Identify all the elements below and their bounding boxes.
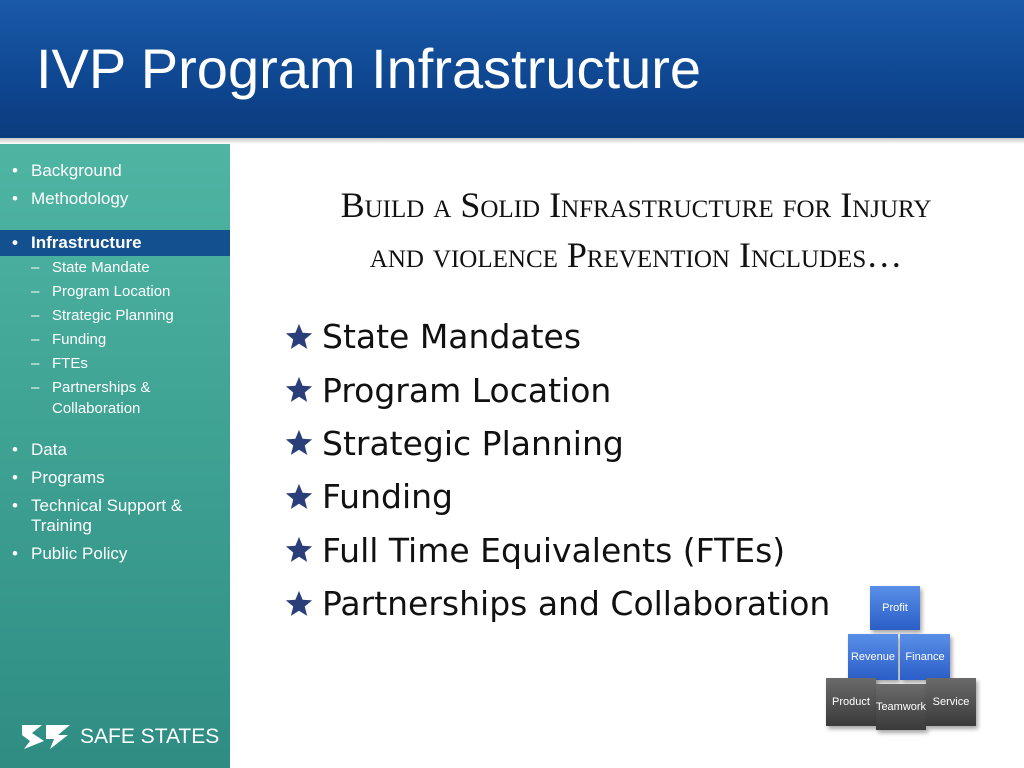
sidebar-subitem-strategic-planning[interactable]: – Strategic Planning	[0, 304, 230, 328]
sidebar-item-data[interactable]: • Data	[0, 437, 230, 465]
slide-subtitle	[262, 180, 1010, 280]
sidebar-item-technical-support[interactable]: • Technical Support & Training	[0, 493, 230, 541]
slide-title: IVP Program Infrastructure	[36, 37, 701, 100]
bullet-text: Strategic Planning	[322, 423, 624, 463]
sidebar-gap	[0, 421, 230, 437]
block-teamwork: Teamwork	[876, 684, 926, 730]
sidebar-subitem-partnerships[interactable]: – Partnerships & Collaboration	[0, 376, 230, 421]
list-item	[284, 363, 830, 416]
block-service: Service	[926, 678, 976, 726]
safe-states-mark-icon	[20, 722, 72, 752]
subtitle-line-2: and violence Prevention Includes…	[369, 235, 903, 275]
bullet-text: Program Location	[322, 370, 612, 410]
star-icon	[284, 589, 314, 619]
sidebar-item-infrastructure[interactable]: • Infrastructure	[0, 230, 230, 256]
list-item	[284, 577, 830, 630]
star-icon	[284, 535, 314, 565]
list-item	[284, 524, 830, 577]
block-finance: Finance	[900, 634, 950, 680]
business-blocks-image	[822, 578, 987, 738]
sidebar-item-public-policy[interactable]: • Public Policy	[0, 541, 230, 569]
list-item	[284, 417, 830, 470]
star-icon	[284, 375, 314, 405]
sidebar-nav	[0, 158, 230, 569]
bullet-text: Full Time Equivalents (FTEs)	[322, 530, 786, 570]
sidebar-item-methodology[interactable]: • Methodology	[0, 186, 230, 214]
sidebar-item-programs[interactable]: • Programs	[0, 465, 230, 493]
logo-text: SAFE STATES	[80, 725, 220, 748]
star-icon	[284, 322, 314, 352]
block-profit: Profit	[870, 586, 920, 630]
bullet-text: State Mandates	[322, 317, 582, 357]
block-revenue: Revenue	[848, 634, 898, 680]
safe-states-logo	[20, 722, 219, 752]
sidebar-subitem-ftes[interactable]: – FTEs	[0, 352, 230, 376]
bullet-text: Partnerships and Collaboration	[322, 584, 831, 624]
bullet-text: Funding	[322, 477, 453, 517]
bullet-list	[284, 310, 830, 630]
block-product: Product	[826, 678, 876, 726]
star-icon	[284, 482, 314, 512]
star-icon	[284, 428, 314, 458]
list-item	[284, 470, 830, 523]
sidebar-subitem-funding[interactable]: – Funding	[0, 328, 230, 352]
sidebar-item-background[interactable]: • Background	[0, 158, 230, 186]
subtitle-line-1: Build a Solid Infrastructure for Injury	[340, 185, 932, 225]
sidebar	[0, 144, 230, 768]
sidebar-subitem-state-mandate[interactable]: – State Mandate	[0, 256, 230, 280]
sidebar-gap	[0, 214, 230, 230]
sidebar-subitem-program-location[interactable]: – Program Location	[0, 280, 230, 304]
list-item	[284, 310, 830, 363]
